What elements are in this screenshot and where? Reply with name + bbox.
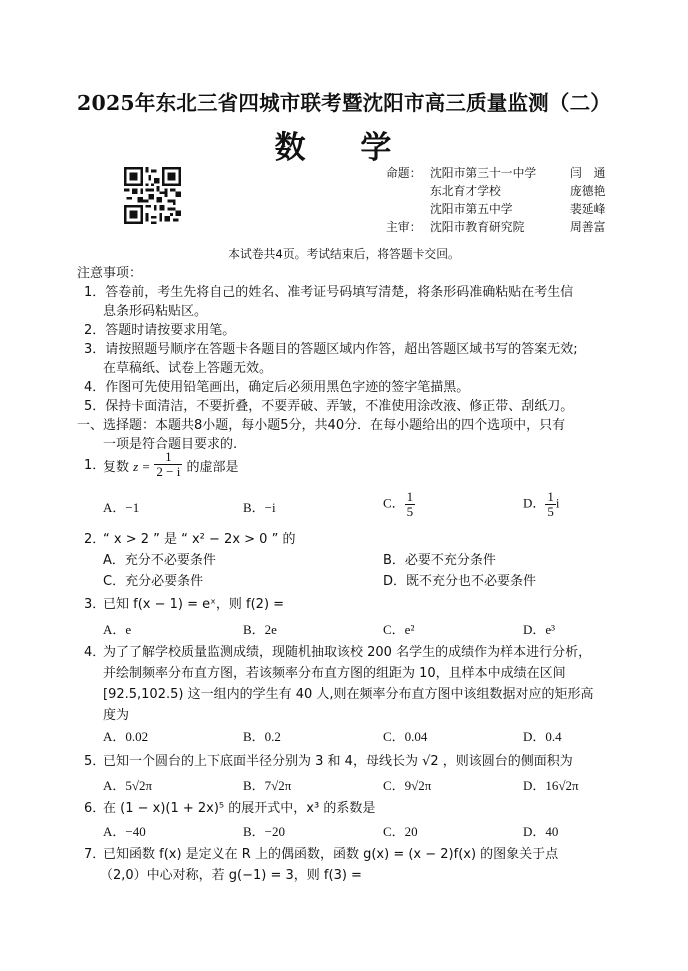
- credits-school: 东北育才学校: [430, 184, 501, 198]
- option-a: A．充分不必要条件: [103, 553, 216, 568]
- question-number: 7．: [84, 847, 106, 862]
- option-b: B．−i: [243, 500, 276, 515]
- option-b: B．2e: [243, 622, 277, 637]
- option-d: D． $\frac{1}{5}$ i: [523, 489, 560, 519]
- notice-item: 5．保持卡面清洁，不要折叠，不要弄破、弄皱，不准使用涂改液、修正带、刮纸刀。: [84, 399, 574, 414]
- credits-name: 周善富: [570, 220, 606, 234]
- question-stem-line: [92.5,102.5) 这一组内的学生有 40 人,则在频率分布直方图中该组数据对应的矩形高: [103, 687, 594, 702]
- question-stem-line: 度为: [103, 708, 130, 723]
- exam-instructions-line: 本试卷共4页。考试结束后，将答题卡交回。: [228, 247, 460, 261]
- option-d: D．0.4: [523, 729, 562, 744]
- math-fraction: $\frac{1}{5}$: [547, 489, 554, 519]
- option-a: A．e: [103, 622, 132, 637]
- question-text: 复数: [103, 460, 130, 475]
- notice-item: 3．请按照题号顺序在答题卡各题目的答题区域内作答，超出答题区域书写的答案无效;: [84, 342, 578, 357]
- option-b: B．7√2π: [243, 778, 292, 793]
- option-b: B．−20: [243, 824, 286, 839]
- option-a: A．−1: [103, 500, 140, 515]
- option-d: D．16√2π: [523, 778, 579, 793]
- question-stem-line: 已知函数 f(x) 是定义在 R 上的偶函数，函数 g(x) = (x − 2)f(x) 的图象关于点: [103, 847, 559, 862]
- option-c: C．20: [383, 824, 418, 839]
- question-number: 6．: [84, 801, 106, 816]
- option-a: A．−40: [103, 824, 146, 839]
- section-heading-line: 一项是符合题目要求的.: [103, 437, 238, 452]
- notice-item: 1．答卷前，考生先将自己的姓名、准考证号码填写清楚，将条形码准确粘贴在考生信: [84, 285, 574, 300]
- option-d: D．既不充分也不必要条件: [383, 574, 537, 589]
- option-c: C．充分必要条件: [103, 574, 204, 589]
- question-number: 2．: [84, 532, 106, 547]
- credits-name: 裴延峰: [570, 202, 606, 216]
- question-stem: “ x > 2 ” 是 “ x² − 2x > 0 ” 的: [103, 532, 296, 547]
- option-c: C．e²: [383, 622, 415, 637]
- question-stem: 已知 f(x − 1) = eˣ，则 f(2) =: [103, 597, 285, 612]
- notice-item: 2．答题时请按要求用笔。: [84, 323, 236, 338]
- question-stem: 已知一个圆台的上下底面半径分别为 3 和 4，母线长为 √2 ，则该圆台的侧面积为: [103, 754, 573, 769]
- credits-name: 闫 通: [570, 166, 606, 180]
- subject-title: 数 学: [274, 130, 414, 166]
- question-stem-line: （2,0）中心对称，若 g(−1) = 3，则 f(3) =: [100, 868, 362, 883]
- math-fraction: $\frac{1}{5}$: [406, 489, 414, 519]
- option-c: C．0.04: [383, 729, 428, 744]
- math-fraction: $\frac{1}{2 - i}$: [156, 449, 181, 479]
- question-stem: 在 (1 − x)(1 + 2x)⁵ 的展开式中，x³ 的系数是: [103, 801, 376, 816]
- option-c: C．9√2π: [383, 778, 432, 793]
- option-a: A．0.02: [103, 729, 149, 744]
- notice-item-cont: 在草稿纸、试卷上答题无效。: [103, 361, 273, 376]
- exam-title: 2025年东北三省四城市联考暨沈阳市高三质量监测（二）: [77, 91, 611, 115]
- option-b: B．必要不充分条件: [383, 553, 496, 568]
- option-d: D．40: [523, 824, 559, 839]
- option-a: A．5√2π: [103, 778, 153, 793]
- notice-item-cont: 息条形码粘贴区。: [103, 304, 208, 319]
- option-b: B．0.2: [243, 729, 281, 744]
- section-heading-line: 一、选择题：本题共8小题，每小题5分，共40分．在每小题给出的四个选项中，只有: [77, 418, 566, 433]
- question-number: 5．: [84, 754, 106, 769]
- question-stem-line: 为了了解学校质量监测成绩，现随机抽取该校 200 名学生的成绩作为样本进行分析，: [103, 645, 592, 660]
- qr-code-icon: [124, 167, 181, 224]
- credits-label-reviewer: 主审：: [386, 220, 422, 234]
- credits-school: 沈阳市第三十一中学: [430, 166, 537, 180]
- math-variable: z =: [133, 459, 151, 474]
- credits-name: 庞德艳: [570, 184, 606, 198]
- question-stem-line: 并绘制频率分布直方图，若该频率分布直方图的组距为 10，且样本中成绩在区间: [103, 666, 566, 681]
- option-c: C． $\frac{1}{5}$: [383, 489, 414, 519]
- notice-item: 4．作图可先使用铅笔画出，确定后必须用黑色字迹的签字笔描黑。: [84, 380, 470, 395]
- question-number: 3．: [84, 597, 106, 612]
- question-text: 的虚部是: [186, 460, 239, 475]
- question-number: 4．: [84, 645, 106, 660]
- option-d: D．e³: [523, 622, 556, 637]
- question-stem: [103, 449, 239, 479]
- credits-school: 沈阳市教育研究院: [430, 220, 525, 234]
- question-number: 1．: [84, 458, 106, 473]
- notices-heading: 注意事项：: [77, 266, 143, 281]
- credits-label-proposers: 命题：: [386, 166, 422, 180]
- credits-school: 沈阳市第五中学: [430, 202, 513, 216]
